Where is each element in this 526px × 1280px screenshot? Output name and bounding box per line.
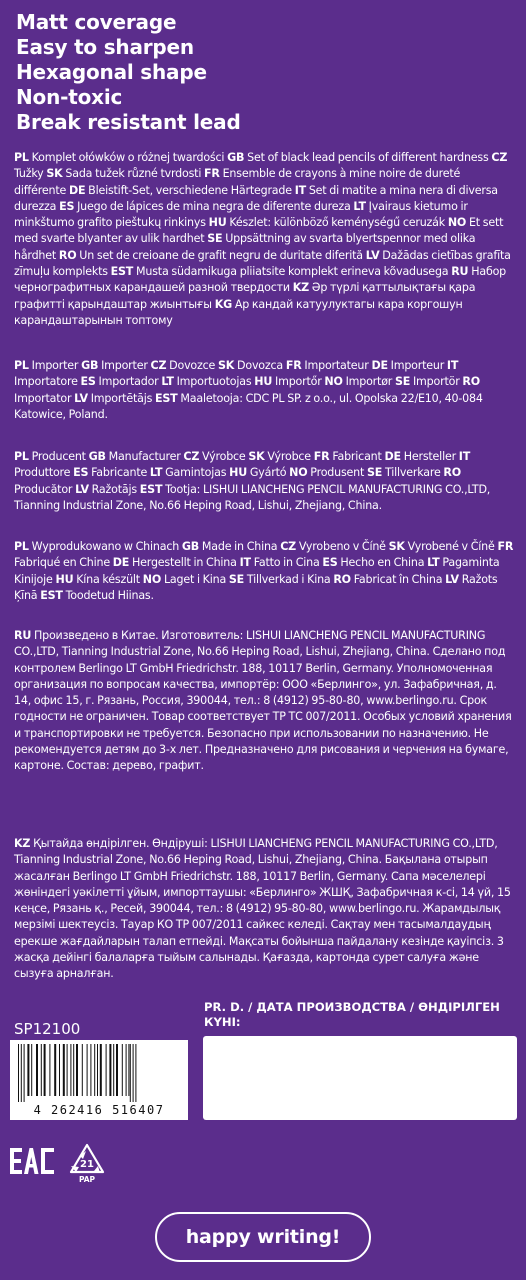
language-text: Gyártó [249, 466, 287, 480]
barcode-bar [44, 1044, 46, 1096]
language-text: Hergestellt in China [132, 556, 237, 570]
language-text: Ražotājs [91, 482, 137, 496]
language-code: SE [394, 375, 411, 389]
kazakh-legal-text [14, 836, 514, 983]
language-text: Et sett med svarte blyanter av ulik hardhet [14, 216, 504, 246]
language-code: RO [333, 572, 351, 586]
language-code: ES [73, 466, 89, 480]
language-code: FR [313, 450, 330, 463]
barcode-bar [70, 1044, 71, 1096]
barcode-bar [76, 1044, 78, 1096]
language-text: Maaletooja: CDC PL SP. z o.o., ul. Opolska 22/E10, 40-084 Katowice, Poland. [14, 391, 483, 421]
barcode-bar [87, 1044, 88, 1096]
language-code: SK [46, 167, 63, 181]
language-text: Hersteller [403, 450, 456, 463]
barcode-bar [18, 1044, 19, 1102]
country-of-origin [14, 539, 514, 604]
barcode-bar [90, 1044, 91, 1096]
language-text: Tillverkad i Kina [246, 572, 331, 586]
language-code: CZ [491, 151, 508, 164]
language-code: IT [446, 359, 459, 372]
feature-item: Hexagonal shape [16, 60, 207, 84]
language-text: Fabricat în China [353, 572, 443, 586]
barcode-bar [27, 1044, 29, 1096]
language-code: HU [55, 572, 74, 586]
language-code: NO [142, 572, 162, 586]
language-code: NO [289, 466, 308, 480]
language-text: Toodetud Hiinas. [65, 588, 154, 602]
language-text: Výrobce [202, 450, 246, 463]
language-text: Juego de lápices de mina negra de diferente dureza [77, 199, 351, 213]
barcode-bar [21, 1044, 22, 1102]
language-text: Importør [345, 375, 393, 389]
language-code: ES [59, 199, 75, 213]
language-text: Vyrobené v Číně [407, 540, 495, 553]
feature-list [16, 10, 516, 135]
language-code: IT [239, 556, 251, 570]
language-text: Әр түрлі қаттылықтағы қара графитті қарындаштар жиынтығы [14, 281, 476, 311]
barcode-bar [97, 1044, 98, 1096]
language-text: Importör [412, 375, 460, 389]
language-code: LV [445, 572, 459, 586]
language-text: Producent [31, 450, 86, 463]
language-code: HU [229, 466, 248, 480]
language-text: Fabricant [332, 450, 382, 463]
language-text: Tužky [14, 167, 44, 181]
language-code: SK [388, 540, 405, 553]
language-text: Tootja: LISHUI LIANCHENG PENCIL MANUFACTURING CO.,LTD, Tianning Industrial Zone, No.66 Heping Road, Lishui, Zhejiang, China. [14, 482, 491, 512]
language-text: Laget i Kina [163, 572, 227, 586]
russian-legal-text [14, 628, 514, 775]
recycle-code: PAP [78, 1175, 96, 1184]
language-code: EST [40, 588, 63, 602]
language-code: HU [254, 375, 273, 389]
language-code: GB [88, 450, 106, 463]
language-text: Importatore [14, 375, 78, 389]
language-code: NO [324, 375, 343, 389]
language-text: Made in China [201, 540, 278, 553]
language-code: NO [447, 216, 467, 230]
language-code: FR [497, 540, 514, 553]
language-code: LT [149, 466, 163, 480]
feature-item: Break resistant lead [16, 110, 241, 134]
language-text: Gamintojas [165, 466, 227, 480]
language-code: GB [227, 151, 245, 164]
language-code: CZ [183, 450, 200, 463]
language-code: DE [371, 359, 388, 372]
language-text: Musta südamikuga pliiatsite komplekt erineva kõvadusega [136, 265, 449, 279]
barcode-bar [54, 1044, 56, 1096]
barcode-bar [67, 1044, 68, 1096]
language-text: Hecho en China [340, 556, 425, 570]
language-code: LV [365, 248, 380, 262]
language-text: Dovozca [237, 359, 284, 372]
language-code: KG [214, 297, 232, 311]
language-text: Sada tužek různé tvrdosti [65, 167, 202, 181]
language-text: Výrobce [267, 450, 311, 463]
language-text: Produsent [310, 466, 365, 480]
language-text: Pagaminta Kinijoje [14, 556, 500, 586]
language-text: Komplet ołówków o różnej twardości [31, 151, 225, 164]
language-text: Ар кандай катуулуктагы кара коргошун карандаштарынын топтому [14, 297, 463, 327]
language-text: Importator [14, 391, 72, 405]
language-code: RO [58, 248, 77, 262]
language-text: Vyrobeno v Číně [298, 540, 386, 553]
barcode-digits: 4 262416 516407 [33, 1103, 165, 1117]
language-text: Dažādas cietības grafīta zīmuļu komplekts [14, 248, 511, 279]
language-text: Set di matite a mina nera di diversa durezza [14, 183, 498, 213]
language-code: SK [248, 450, 265, 463]
language-text: Fabricante [91, 466, 148, 480]
language-code: SE [207, 232, 223, 246]
language-code: EST [155, 391, 178, 405]
language-text: Importeur [390, 359, 445, 372]
language-text: Wyprodukowano w Chinach [31, 540, 180, 553]
language-text: Importer [31, 359, 79, 372]
language-code: LT [427, 556, 440, 570]
language-code: KZ [292, 281, 309, 295]
barcode-bar [73, 1044, 74, 1096]
manufacturer-info [14, 449, 514, 514]
language-code: EST [110, 265, 134, 279]
barcode-bar [24, 1044, 25, 1102]
feature-item: Non-toxic [16, 85, 123, 109]
language-code: LV [74, 391, 88, 405]
recycle-number: 21 [80, 1159, 94, 1170]
language-code: IT [458, 450, 471, 463]
feature-item: Matt coverage [16, 10, 177, 34]
importer-info [14, 358, 514, 423]
language-text: Произведено в Китае. Изготовитель: LISHUI LIANCHENG PENCIL MANUFACTURING CO.,LTD, Tianning Industrial Zone, No.66 Heping Road, Lishui, Zhejiang, China. Сделано под контролем Berlingo LT GmbH Friedrichstr. 188, 10117 Berlin, Germany. Уполномоченная организация по вопросам качества, импортёр: ООО «Берлинго», ул. Зафабричная, д. 14, офис 15, г. Рязань, Россия, 390044, тел.: 8 (4912) 95-80-80, www.berlingo.ru. Срок годности не ограничен. Товар соответствует ТР ТС 007/2011. Особых условий хранения и транспортировки не требуется. Безопасно при использовании по назначению. Не рекомендуется детям до 3-х лет. Предназначено для рисования и черчения на бумаге, картоне. Состав: дерево, графит. [14, 629, 512, 773]
language-code: EST [139, 482, 163, 496]
language-code: PL [14, 450, 29, 463]
barcode-bar [126, 1044, 127, 1096]
language-code: RO [443, 466, 461, 480]
language-code: CZ [150, 359, 167, 372]
barcode-bar [41, 1044, 42, 1096]
language-code: DE [112, 556, 130, 570]
language-text: Importőr [275, 375, 322, 389]
language-code: SE [366, 466, 383, 480]
language-text: Importateur [304, 359, 369, 372]
barcode-bar [128, 1044, 129, 1096]
language-code: SE [228, 572, 245, 586]
language-text: Kína készült [76, 572, 140, 586]
language-code: GB [181, 540, 200, 553]
barcode-bar [116, 1044, 118, 1096]
language-code: PL [14, 151, 29, 164]
language-text: Producător [14, 482, 73, 496]
production-date-box [203, 1036, 517, 1120]
eac-mark-icon [10, 1148, 54, 1174]
barcode-bar [130, 1044, 131, 1102]
barcode-bar [135, 1044, 136, 1102]
language-code: LV [75, 482, 89, 496]
language-code: FR [285, 359, 302, 372]
language-text: Fabriqué en Chine [14, 556, 110, 570]
language-text: Fatto in Cina [253, 556, 320, 570]
language-text: Қытайда өндірілген. Өндіруші: LISHUI LIANCHENG PENCIL MANUFACTURING CO.,LTD, Tianning Industrial Zone, No.66 Heping Road, Lishui, Zhejiang, China. Бақылана отырып жасалған Berlingo LT GmbH Friedrichstr. 188, 10117 Berlin, Germany. Сапа мәселелері жөніндегі уәкілетті ұйым, импорттаушы: «Берлинго» ЖШҚ, Зафабричная к-сі, 14 үй, 15 кеңсе, Рязань қ., Ресей, 390044, тел.: 8 (4912) 95-80-80, www.berlingo.ru. Жарамдылық мерзімі шектеусіз. Тауар КО ТР 007/2011 сайкес келеді. Сақтау мен тасымалдаудың ерекше жағдайларын талап етпейді. Мақсаты бойынша пайдалану кезінде қауіпсіз. 3 жасқа дейінгі балаларға тыйым салынады. Қағазда, картонда сурет салуға және сызуға арналған. [14, 837, 511, 981]
language-code: SK [218, 359, 235, 372]
language-code: DE [68, 183, 86, 197]
barcode-bar [36, 1044, 38, 1096]
language-text: Įvairaus kietumo ir minkštumo grafito pieštukų rinkinys [14, 199, 468, 230]
production-date-label: PR. D. / ДАТА ПРОИЗВОДСТВА / ӨНДІРІЛГЕН КҮНІ: [204, 1000, 500, 1029]
language-code: GB [81, 359, 99, 372]
language-text: Ražots Ķīnā [14, 572, 498, 602]
language-text: Dovozce [169, 359, 216, 372]
language-text: Tillverkare [384, 466, 441, 480]
language-code: ES [322, 556, 338, 570]
language-text: Bleistift-Set, verschiedene Härtegrade [88, 183, 292, 197]
barcode-bar [113, 1044, 114, 1096]
language-code: HU [208, 216, 227, 230]
language-code: CZ [280, 540, 297, 553]
barcode-bar [133, 1044, 134, 1102]
language-text: Importador [98, 375, 159, 389]
barcode [10, 1040, 188, 1120]
barcode-bar [100, 1044, 102, 1096]
language-code: LT [161, 375, 174, 389]
barcode-bar [94, 1044, 95, 1096]
sku-code: SP12100 [14, 1020, 81, 1038]
recycling-symbol [66, 1142, 108, 1189]
barcode-bar [82, 1044, 83, 1096]
barcode-bars [14, 1044, 184, 1102]
language-text: Importuotojas [176, 375, 252, 389]
language-text: Importer [101, 359, 148, 372]
product-description-multilingual [14, 150, 514, 329]
language-text: Un set de creioane de grafit negru de duritate diferită [79, 248, 363, 262]
language-code: DE [384, 450, 401, 463]
feature-item: Easy to sharpen [16, 35, 194, 59]
language-text: Uppsättning av svarta blyertspennor med olika hårdhet [14, 232, 476, 262]
barcode-bar [122, 1044, 123, 1096]
barcode-bar [109, 1044, 111, 1096]
barcode-bar [31, 1044, 32, 1096]
language-code: PL [14, 540, 29, 553]
barcode-bar [63, 1044, 65, 1096]
language-code: RU [451, 265, 469, 279]
language-code: KZ [14, 837, 31, 850]
barcode-bar [106, 1044, 107, 1096]
language-text: Ensemble de crayons à mine noire de dureté différente [14, 167, 461, 197]
language-code: PL [14, 359, 29, 372]
barcode-bar [59, 1044, 60, 1096]
language-code: FR [204, 167, 220, 181]
language-code: RO [462, 375, 480, 389]
language-code: IT [294, 183, 306, 197]
language-text: Produttore [14, 466, 71, 480]
language-text: Manufacturer [108, 450, 181, 463]
language-text: Importētājs [90, 391, 153, 405]
language-text: Set of black lead pencils of different hardness [247, 151, 489, 164]
recycling-triangle-icon [66, 1142, 108, 1184]
language-code: RU [14, 629, 32, 642]
happy-writing-badge: happy writing! [155, 1212, 371, 1262]
language-text: Készlet: különböző keménységű ceruzák [229, 216, 445, 230]
language-code: LT [353, 199, 366, 213]
language-code: ES [80, 375, 96, 389]
barcode-bar [49, 1044, 50, 1096]
language-text: Набор чернографитных карандашей разной твердости [14, 265, 507, 295]
